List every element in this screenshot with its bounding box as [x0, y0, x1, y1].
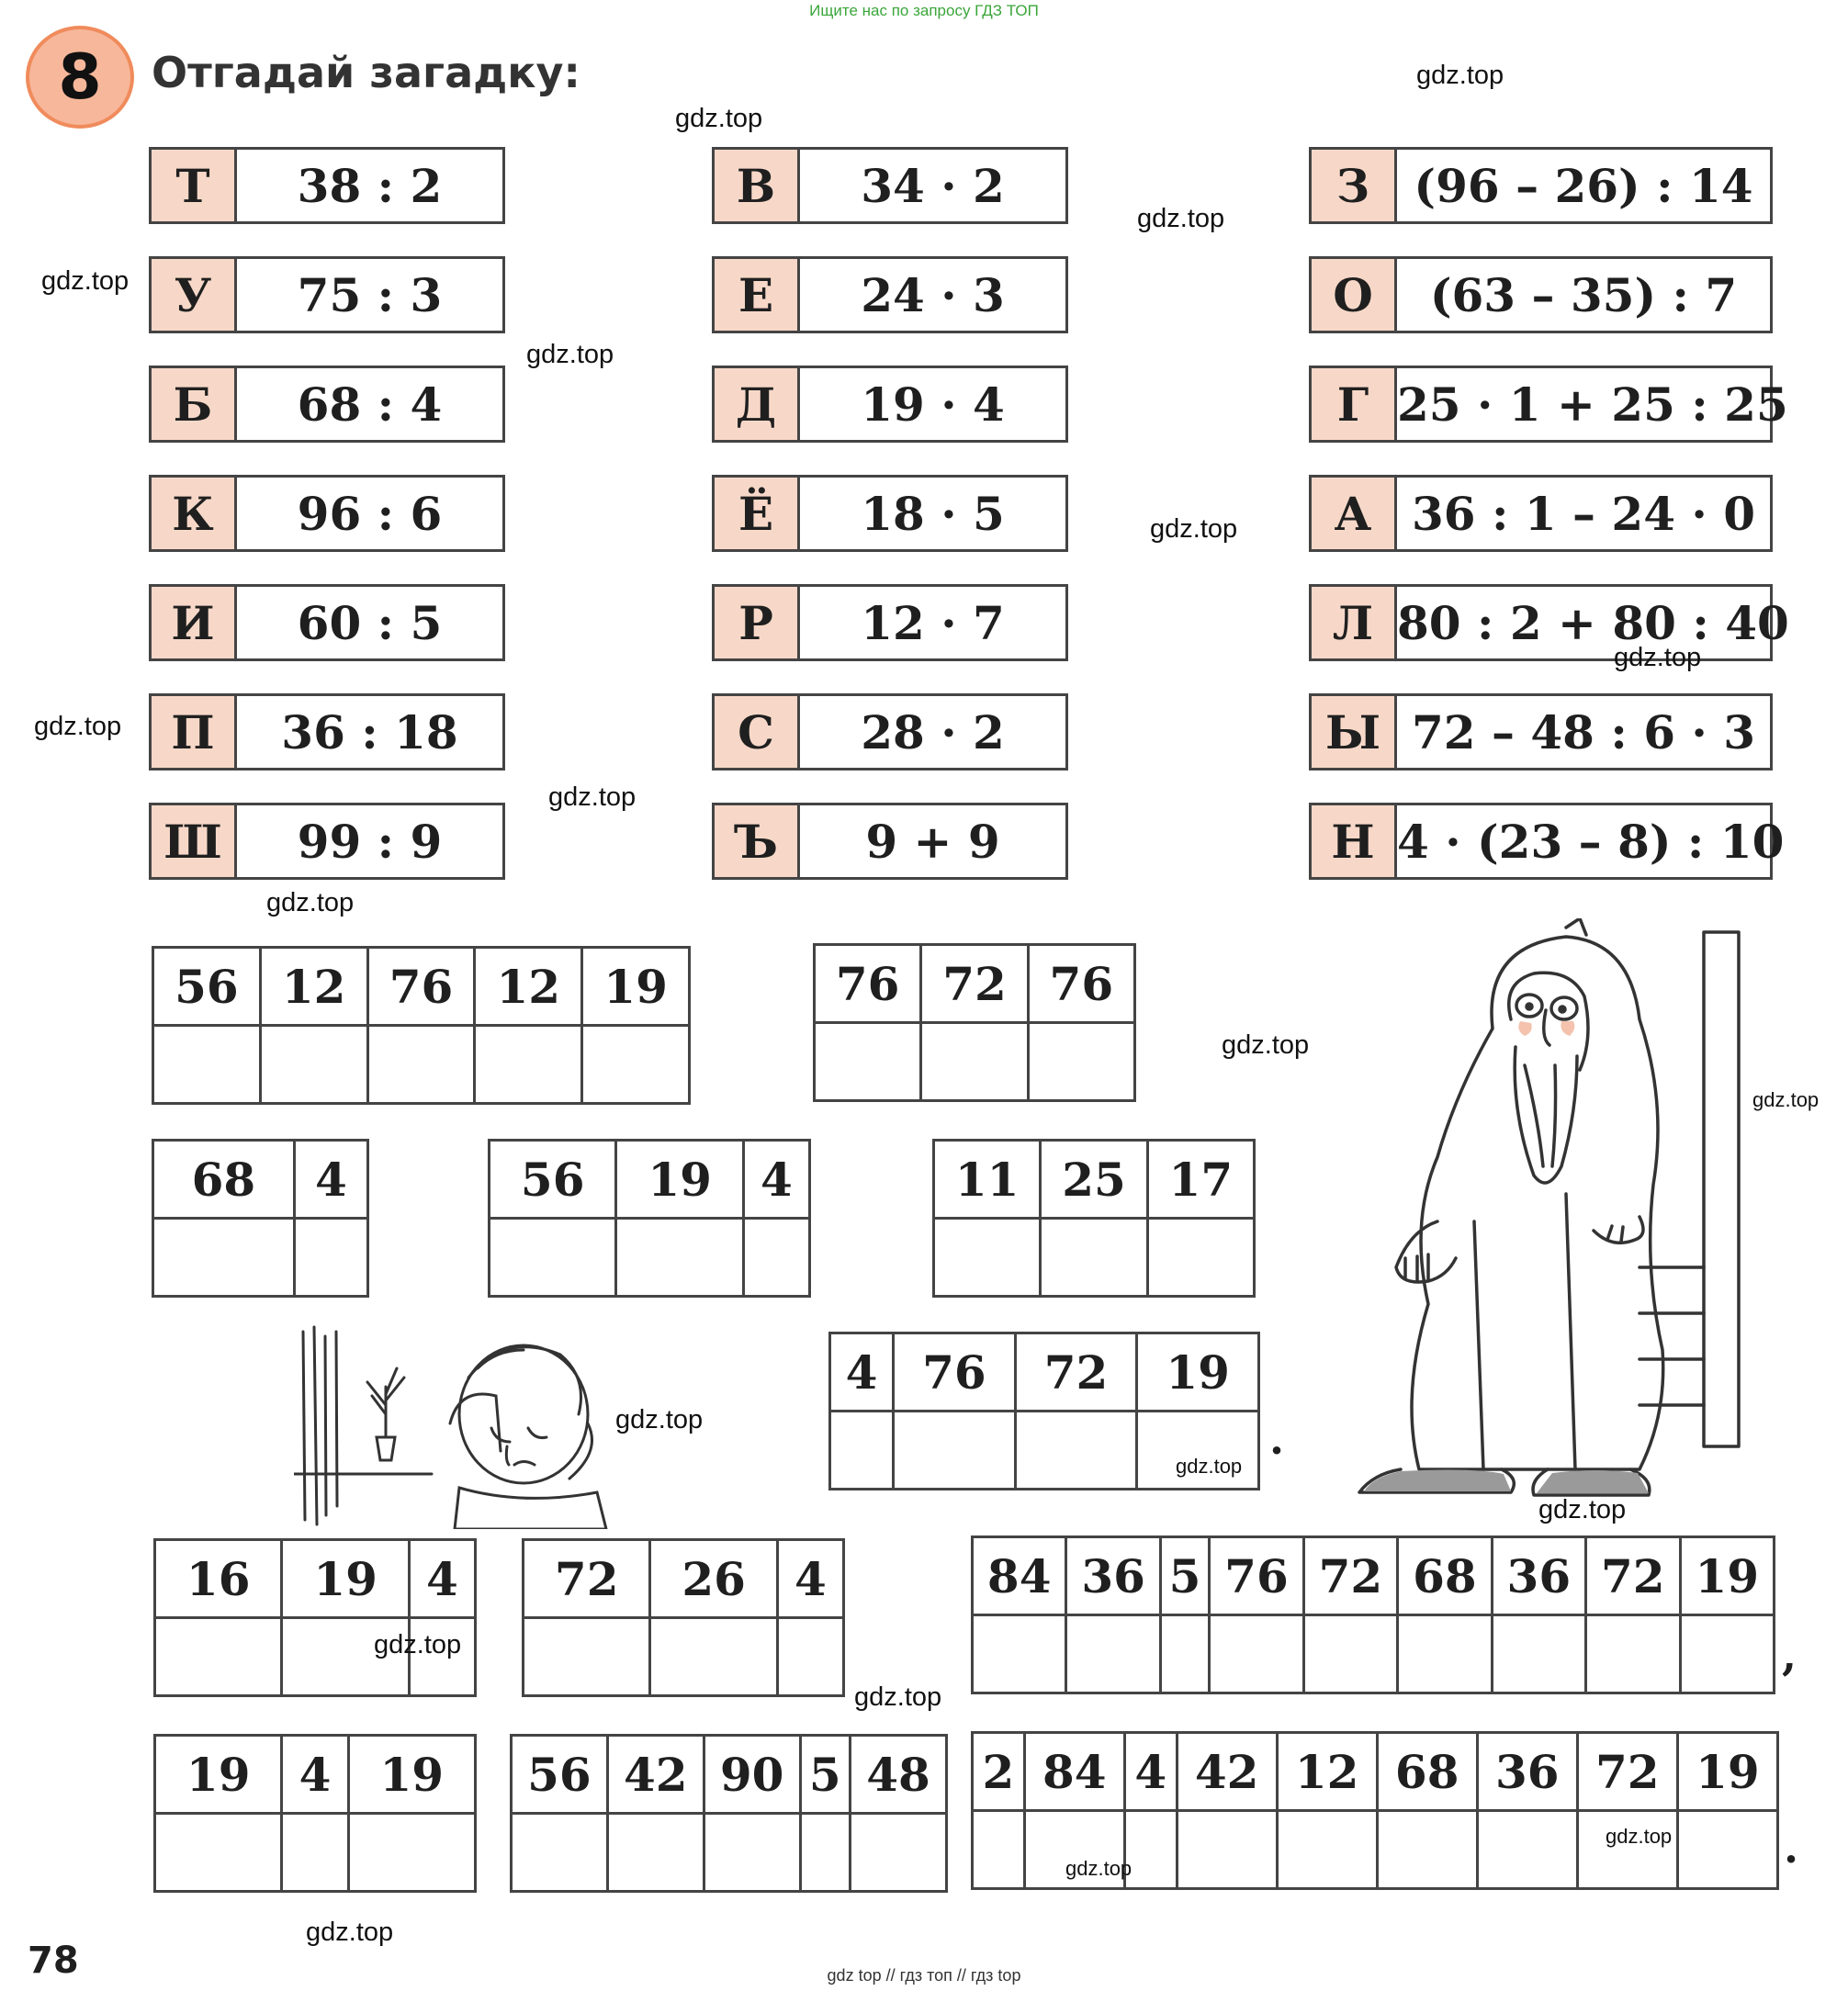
answer-cell[interactable] [830, 1412, 894, 1490]
answer-cell[interactable] [1477, 1811, 1577, 1889]
key-expression: 24 · 3 [861, 267, 1005, 322]
key-card [149, 803, 505, 880]
comma-mark: , [1782, 1630, 1797, 1680]
key-card [712, 803, 1068, 880]
answer-cell[interactable] [1577, 1811, 1677, 1889]
period-mark: . [1784, 1823, 1799, 1873]
grid-number: 56 [153, 948, 261, 1026]
grid-number: 72 [921, 945, 1028, 1023]
answer-cell[interactable] [582, 1026, 690, 1104]
answer-cell[interactable] [777, 1618, 843, 1696]
grid-number: 4 [777, 1540, 843, 1618]
answer-cell[interactable] [153, 1026, 261, 1104]
key-letter: У [152, 259, 237, 331]
grid-number: 4 [282, 1736, 348, 1814]
key-card [712, 147, 1068, 224]
answer-cell[interactable] [524, 1618, 650, 1696]
answer-cell[interactable] [704, 1814, 800, 1892]
grid-number: 12 [1277, 1733, 1377, 1811]
key-card [1309, 803, 1785, 880]
answer-cell[interactable] [1066, 1615, 1160, 1693]
grid-number: 72 [1303, 1537, 1397, 1615]
answer-cell[interactable] [1586, 1615, 1680, 1693]
watermark: gdz.top [854, 1682, 942, 1712]
grid-number: 26 [650, 1540, 777, 1618]
task-title: Отгадай загадку: [152, 48, 580, 97]
old-man-illustration [1336, 918, 1768, 1497]
answer-cell[interactable] [815, 1023, 921, 1101]
grid-number: 56 [512, 1736, 608, 1814]
grid-number: 42 [607, 1736, 704, 1814]
answer-cell[interactable] [743, 1219, 809, 1297]
grid-number: 19 [1680, 1537, 1774, 1615]
key-expression: 75 : 3 [297, 267, 443, 322]
grid-number: 19 [616, 1141, 743, 1219]
key-letter: Ъ [715, 805, 800, 877]
grid-number: 36 [1066, 1537, 1160, 1615]
key-letter: С [715, 696, 800, 768]
key-card [712, 584, 1068, 661]
watermark: gdz.top [675, 104, 763, 133]
watermark: gdz.top [1176, 1455, 1243, 1478]
watermark: gdz.top [1606, 1825, 1673, 1848]
site-note: Ищите нас по запросу ГДЗ ТОП [809, 2, 1039, 19]
grid-number: 42 [1177, 1733, 1277, 1811]
key-letter: Е [715, 259, 800, 331]
answer-cell[interactable] [1028, 1023, 1134, 1101]
key-letter: Ш [152, 805, 237, 877]
answer-grid [932, 1139, 1256, 1298]
key-letter: П [152, 696, 237, 768]
grid-number: 68 [1398, 1537, 1492, 1615]
answer-cell[interactable] [616, 1219, 743, 1297]
grid-number: 19 [282, 1540, 409, 1618]
key-expression: 4 · (23 – 8) : 10 [1397, 814, 1785, 869]
answer-cell[interactable] [155, 1814, 282, 1892]
answer-cell[interactable] [153, 1219, 295, 1297]
answer-cell[interactable] [1277, 1811, 1377, 1889]
grid-number: 2 [973, 1733, 1025, 1811]
key-expression: 96 : 6 [297, 486, 443, 541]
key-card [149, 475, 505, 552]
answer-grid [522, 1538, 845, 1697]
key-expression: 25 · 1 + 25 : 25 [1397, 377, 1788, 432]
grid-number: 76 [815, 945, 921, 1023]
key-expression: 19 · 4 [861, 377, 1005, 432]
answer-cell[interactable] [1210, 1615, 1303, 1693]
key-letter: Б [152, 368, 237, 440]
watermark: gdz.top [1538, 1495, 1627, 1524]
grid-number: 5 [1160, 1537, 1209, 1615]
answer-grid [153, 1538, 477, 1697]
key-column-1 [149, 147, 505, 880]
grid-number: 90 [704, 1736, 800, 1814]
key-letter: Ы [1312, 696, 1397, 768]
answer-cell[interactable] [973, 1811, 1025, 1889]
footer-note: gdz top // гдз топ // гдз top [827, 1966, 1021, 1985]
grid-number: 76 [894, 1333, 1016, 1412]
grid-number: 76 [1028, 945, 1134, 1023]
key-letter: З [1312, 150, 1397, 221]
key-expression: 99 : 9 [297, 814, 443, 869]
answer-cell[interactable] [607, 1814, 704, 1892]
grid-number: 56 [490, 1141, 616, 1219]
key-letter: Ё [715, 478, 800, 549]
key-letter: Д [715, 368, 800, 440]
watermark: gdz.top [526, 340, 614, 369]
key-card [149, 693, 505, 771]
key-letter: Г [1312, 368, 1397, 440]
key-expression: 38 : 2 [297, 158, 443, 213]
grid-number: 25 [1041, 1141, 1147, 1219]
grid-number: 72 [524, 1540, 650, 1618]
key-card [1309, 366, 1788, 443]
answer-grid [488, 1139, 811, 1298]
answer-grid [813, 943, 1136, 1102]
key-letter: А [1312, 478, 1397, 549]
grid-number: 76 [367, 948, 475, 1026]
grid-number: 19 [348, 1736, 475, 1814]
answer-cell[interactable] [650, 1618, 777, 1696]
grid-number: 72 [1586, 1537, 1680, 1615]
grid-number: 72 [1015, 1333, 1137, 1412]
task-number-badge: 8 [26, 26, 134, 129]
answer-grid [153, 1734, 477, 1893]
answer-grid [152, 946, 691, 1105]
watermark: gdz.top [1065, 1857, 1132, 1880]
grid-number: 4 [294, 1141, 367, 1219]
answer-grid [152, 1139, 369, 1298]
grid-number: 4 [1124, 1733, 1177, 1811]
key-card [1309, 147, 1773, 224]
answer-cell[interactable] [934, 1219, 1041, 1297]
grid-number: 68 [153, 1141, 295, 1219]
key-letter: О [1312, 259, 1397, 331]
answer-cell[interactable] [800, 1814, 851, 1892]
answer-grid [971, 1535, 1775, 1694]
answer-cell[interactable] [155, 1618, 282, 1696]
key-expression: 60 : 5 [297, 595, 443, 650]
key-expression: 28 · 2 [861, 704, 1005, 759]
answer-cell[interactable] [1377, 1811, 1477, 1889]
watermark: gdz.top [306, 1918, 394, 1947]
key-expression: 36 : 18 [281, 704, 458, 759]
key-card [712, 366, 1068, 443]
grid-number: 19 [1137, 1333, 1259, 1412]
grid-number: 16 [155, 1540, 282, 1618]
grid-number: 72 [1577, 1733, 1677, 1811]
answer-cell[interactable] [367, 1026, 475, 1104]
key-card [712, 475, 1068, 552]
answer-cell[interactable] [1492, 1615, 1585, 1693]
watermark: gdz.top [1137, 204, 1225, 233]
key-expression: 68 : 4 [297, 377, 443, 432]
grid-number: 76 [1210, 1537, 1303, 1615]
key-expression: 72 – 48 : 6 · 3 [1411, 704, 1756, 759]
key-letter: В [715, 150, 800, 221]
key-column-3 [1309, 147, 1789, 880]
key-letter: Н [1312, 805, 1397, 877]
answer-cell[interactable] [894, 1412, 1016, 1490]
key-card [1309, 475, 1773, 552]
answer-cell[interactable] [1160, 1615, 1209, 1693]
key-letter: Л [1312, 587, 1397, 658]
grid-number: 84 [973, 1537, 1066, 1615]
watermark: gdz.top [1416, 61, 1504, 90]
answer-cell[interactable] [348, 1814, 475, 1892]
key-letter: Р [715, 587, 800, 658]
answer-cell[interactable] [1015, 1412, 1137, 1490]
grid-number: 5 [800, 1736, 851, 1814]
grid-number: 19 [1677, 1733, 1777, 1811]
key-letter: И [152, 587, 237, 658]
watermark: gdz.top [1150, 514, 1238, 544]
key-card [1309, 256, 1773, 333]
grid-number: 4 [830, 1333, 894, 1412]
answer-cell[interactable] [973, 1615, 1066, 1693]
grid-number: 19 [582, 948, 690, 1026]
grid-number: 68 [1377, 1733, 1477, 1811]
answer-cell[interactable] [1398, 1615, 1492, 1693]
grid-number: 17 [1147, 1141, 1254, 1219]
answer-grid [510, 1734, 948, 1893]
key-expression: 9 + 9 [865, 814, 1000, 869]
answer-cell[interactable] [475, 1026, 582, 1104]
key-expression: (96 – 26) : 14 [1414, 158, 1753, 213]
watermark: gdz.top [374, 1630, 462, 1659]
answer-cell[interactable] [851, 1814, 947, 1892]
key-column-2 [712, 147, 1068, 880]
grid-number: 36 [1492, 1537, 1585, 1615]
watermark: gdz.top [1222, 1030, 1310, 1060]
key-letter: К [152, 478, 237, 549]
key-expression: 12 · 7 [861, 595, 1005, 650]
key-expression: 18 · 5 [861, 486, 1005, 541]
key-expression: 36 : 1 – 24 · 0 [1411, 486, 1756, 541]
grid-number: 48 [851, 1736, 947, 1814]
grid-number: 19 [155, 1736, 282, 1814]
key-card [149, 584, 505, 661]
answer-cell[interactable] [921, 1023, 1028, 1101]
girl-illustration [294, 1313, 634, 1529]
grid-number: 84 [1024, 1733, 1124, 1811]
key-card [1309, 693, 1773, 771]
key-card [149, 147, 505, 224]
answer-cell[interactable] [282, 1814, 348, 1892]
watermark: gdz.top [266, 888, 355, 917]
grid-number: 11 [934, 1141, 1041, 1219]
answer-cell[interactable] [294, 1219, 367, 1297]
answer-cell[interactable] [1147, 1219, 1254, 1297]
answer-cell[interactable] [1303, 1615, 1397, 1693]
answer-cell[interactable] [1041, 1219, 1147, 1297]
key-card [149, 256, 505, 333]
answer-cell[interactable] [260, 1026, 367, 1104]
key-card [149, 366, 505, 443]
answer-cell[interactable] [1680, 1615, 1774, 1693]
key-expression: (63 – 35) : 7 [1429, 267, 1738, 322]
key-expression: 80 : 2 + 80 : 40 [1397, 595, 1789, 650]
key-letter: Т [152, 150, 237, 221]
watermark: gdz.top [41, 266, 130, 296]
grid-number: 4 [409, 1540, 475, 1618]
period-mark: . [1269, 1414, 1285, 1464]
answer-cell[interactable] [1124, 1811, 1177, 1889]
grid-number: 36 [1477, 1733, 1577, 1811]
key-card [712, 256, 1068, 333]
answer-cell[interactable] [490, 1219, 616, 1297]
answer-cell[interactable] [1677, 1811, 1777, 1889]
grid-number: 4 [743, 1141, 809, 1219]
answer-cell[interactable] [1177, 1811, 1277, 1889]
watermark: gdz.top [1752, 1088, 1820, 1111]
grid-number: 12 [260, 948, 367, 1026]
answer-cell[interactable] [512, 1814, 608, 1892]
grid-number: 12 [475, 948, 582, 1026]
watermark: gdz.top [34, 712, 122, 741]
watermark: gdz.top [1614, 643, 1702, 672]
watermark: gdz.top [548, 782, 637, 812]
key-card [712, 693, 1068, 771]
page-number: 78 [28, 1940, 79, 1982]
watermark: gdz.top [615, 1405, 704, 1434]
key-expression: 34 · 2 [861, 158, 1005, 213]
key-card [1309, 584, 1789, 661]
